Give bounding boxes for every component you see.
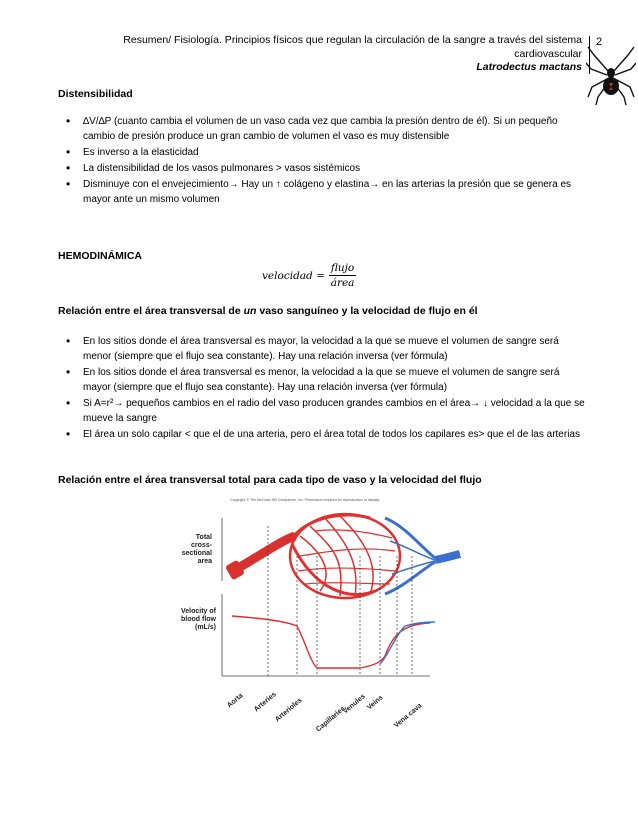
header-author: Latrodectus mactans bbox=[476, 61, 582, 73]
distensibilidad-list bbox=[58, 114, 588, 208]
velocity-curve-arterial bbox=[232, 616, 430, 668]
spider-icon bbox=[586, 45, 636, 105]
formula-lhs: velocidad = bbox=[262, 269, 325, 282]
label-velocity-line: (mL/s) bbox=[195, 624, 216, 631]
formula-denominator: área bbox=[330, 277, 355, 289]
vessel-label-arterioles: Arterioles bbox=[274, 696, 304, 724]
list-item: • En los sitios donde el área transversal es menor, la velocidad a la que se mueve el volumen de sangre será mayor (siempre que el flujo sea constante). Hay una relación inversa (ver fórmula) bbox=[58, 365, 588, 395]
header-title-line2: cardiovascular bbox=[514, 47, 582, 60]
label-velocity-line: blood flow bbox=[181, 616, 216, 623]
vessel-network bbox=[225, 514, 460, 598]
relacion1-title-em: un bbox=[243, 305, 257, 317]
list-item: • Disminuye con el envejecimiento→ Hay un ↑ colágeno y elastina→ en las arterias la presión que se genera es mayor ante un mismo volumen bbox=[58, 177, 588, 207]
label-area-line: sectional bbox=[181, 550, 212, 557]
header-title-line1: Resumen/ Fisiología. Principios físicos que regulan la circulación de la sangre a través del sistema bbox=[123, 34, 582, 46]
section-hemodinamica-title: HEMODINÁMICA bbox=[58, 250, 142, 262]
list-item: • En los sitios donde el área transversal es mayor, la velocidad a la que se mueve el volumen de sangre será menor (siempre que el flujo sea constante). Hay una relación inversa (ver fórmula) bbox=[58, 334, 588, 364]
section-relacion1-title bbox=[58, 305, 478, 317]
vessel-label-capillaries: Capillaries bbox=[315, 705, 347, 734]
formula-numerator: flujo bbox=[330, 262, 355, 274]
figure-copyright: Copyright © The McGraw-Hill Companies, Inc. Permission required for reproduction or display. bbox=[230, 498, 380, 502]
vessel-label-veins: Veins bbox=[366, 694, 385, 712]
formula-fraction bbox=[329, 262, 356, 289]
label-area-line: area bbox=[197, 558, 212, 565]
velocity-formula bbox=[262, 262, 356, 289]
circulation-figure bbox=[170, 496, 466, 764]
page-header bbox=[120, 34, 582, 75]
page-number: 2 bbox=[589, 36, 626, 74]
vessel-label-vena-cava: Vena cava bbox=[393, 702, 424, 730]
section-distensibilidad-title: Distensibilidad bbox=[58, 88, 133, 100]
section-relacion2-title: Relación entre el área transversal total para cada tipo de vaso y la velocidad del flujo bbox=[58, 474, 482, 486]
relacion1-title-pre: Relación entre el área transversal de bbox=[58, 305, 244, 317]
list-item: • La distensibilidad de los vasos pulmonares > vasos sistémicos bbox=[58, 161, 588, 176]
vessel-label-venules: Venules bbox=[342, 692, 367, 716]
list-item: • ∆V/∆P (cuanto cambia el volumen de un vaso cada vez que cambia la presión dentro de él). Si un pequeño cambio de presión produce un gran cambio de volumen el vaso es muy distensible bbox=[58, 114, 588, 144]
label-area-line: Total bbox=[195, 534, 212, 541]
vessel-label-arteries: Arteries bbox=[253, 690, 278, 714]
list-item: • El área un solo capilar < que el de una arteria, pero el área total de todos los capilares es> que el de las arterias bbox=[58, 427, 588, 442]
list-item: • Si A=r²→ pequeños cambios en el radio del vaso producen grandes cambios en el área→ ↓ velocidad a la que se mueve la sangre bbox=[58, 396, 588, 426]
relacion1-list bbox=[58, 334, 588, 443]
label-area-line: cross- bbox=[190, 542, 212, 549]
label-velocity-line: Velocity of bbox=[180, 608, 216, 615]
relacion1-title-post: vaso sanguíneo y la velocidad de flujo en él bbox=[256, 305, 478, 317]
list-item: • Es inverso a la elasticidad bbox=[58, 145, 588, 160]
vessel-label-aorta: Aorta bbox=[226, 692, 245, 710]
